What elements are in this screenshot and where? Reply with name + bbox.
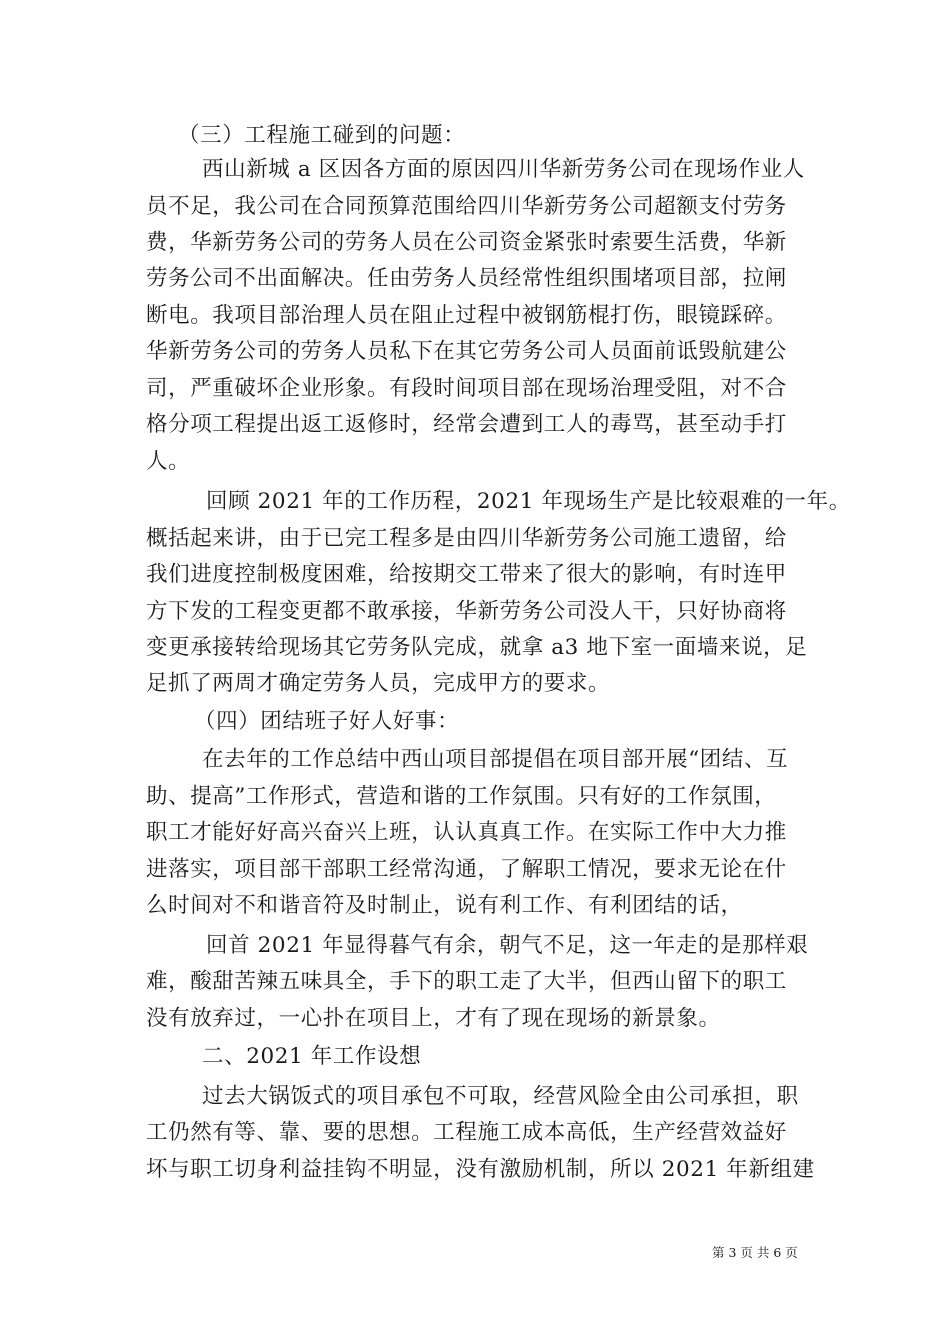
paragraph-line: 没有放弃过，一心扑在项目上，才有了现在现场的新景象。 [146,1006,721,1031]
paragraph-line: 回顾 2021 年的工作历程，2021 年现场生产是比较艰难的一年。 [206,489,851,514]
page-number: 第 3 页 共 6 页 [712,1245,798,1260]
paragraph-line: 司，严重破坏企业形象。有段时间项目部在现场治理受阻，对不合 [146,376,787,401]
paragraph-line: 概括起来讲，由于已完工程多是由四川华新劳务公司施工遗留，给 [146,526,787,551]
paragraph-line: 在去年的工作总结中西山项目部提倡在项目部开展“团结、互 [202,747,789,772]
heading-section-3: （三）工程施工碰到的问题： [178,123,466,148]
paragraph-line: 坏与职工切身利益挂钩不明显，没有激励机制，所以 2021 年新组建 [146,1157,815,1182]
paragraph-line: 人。 [146,449,191,474]
paragraph-line: 费，华新劳务公司的劳务人员在公司资金紧张时索要生活费，华新 [146,230,787,255]
paragraph-line: 西山新城 a 区因各方面的原因四川华新劳务公司在现场作业人 [202,157,805,182]
paragraph-line: 难，酸甜苦辣五味具全，手下的职工走了大半，但西山留下的职工 [146,969,787,994]
paragraph-line: 方下发的工程变更都不敢承接，华新劳务公司没人干，只好协商将 [146,599,787,624]
paragraph-line: 员不足，我公司在合同预算范围给四川华新劳务公司超额支付劳务 [146,194,787,219]
paragraph-line: 职工才能好好高兴奋兴上班，认认真真工作。在实际工作中大力推 [146,820,787,845]
paragraph-line: 华新劳务公司的劳务人员私下在其它劳务公司人员面前诋毁航建公 [146,339,787,364]
paragraph-line: 么时间对不和谐音符及时制止，说有利工作、有利团结的话， [146,893,743,918]
paragraph-line: 进落实，项目部干部职工经常沟通，了解职工情况，要求无论在什 [146,857,787,882]
paragraph-line: 格分项工程提出返工返修时，经常会遭到工人的毒骂，甚至动手打 [146,412,787,437]
paragraph-line: 足抓了两周才确定劳务人员，完成甲方的要求。 [146,671,611,696]
paragraph-line: 变更承接转给现场其它劳务队完成，就拿 a3 地下室一面墙来说，足 [146,635,808,660]
paragraph-line: 助、提高”工作形式，营造和谐的工作氛围。只有好的工作氛围， [146,784,777,809]
paragraph-line: 我们进度控制极度困难，给按期交工带来了很大的影响，有时连甲 [146,562,787,587]
paragraph-line: 劳务公司不出面解决。任由劳务人员经常性组织围堵项目部，拉闸 [146,266,787,291]
heading-section-2: 二、2021 年工作设想 [202,1044,422,1069]
paragraph-line: 过去大锅饭式的项目承包不可取，经营风险全由公司承担，职 [202,1084,799,1109]
paragraph-line: 工仍然有等、靠、要的思想。工程施工成本高低，生产经营效益好 [146,1120,787,1145]
paragraph-line: 回首 2021 年显得暮气有余，朝气不足，这一年走的是那样艰 [206,933,809,958]
paragraph-line: 断电。我项目部治理人员在阻止过程中被钢筋棍打伤，眼镜踩碎。 [146,303,787,328]
heading-section-4: （四）团结班子好人好事： [194,709,460,734]
